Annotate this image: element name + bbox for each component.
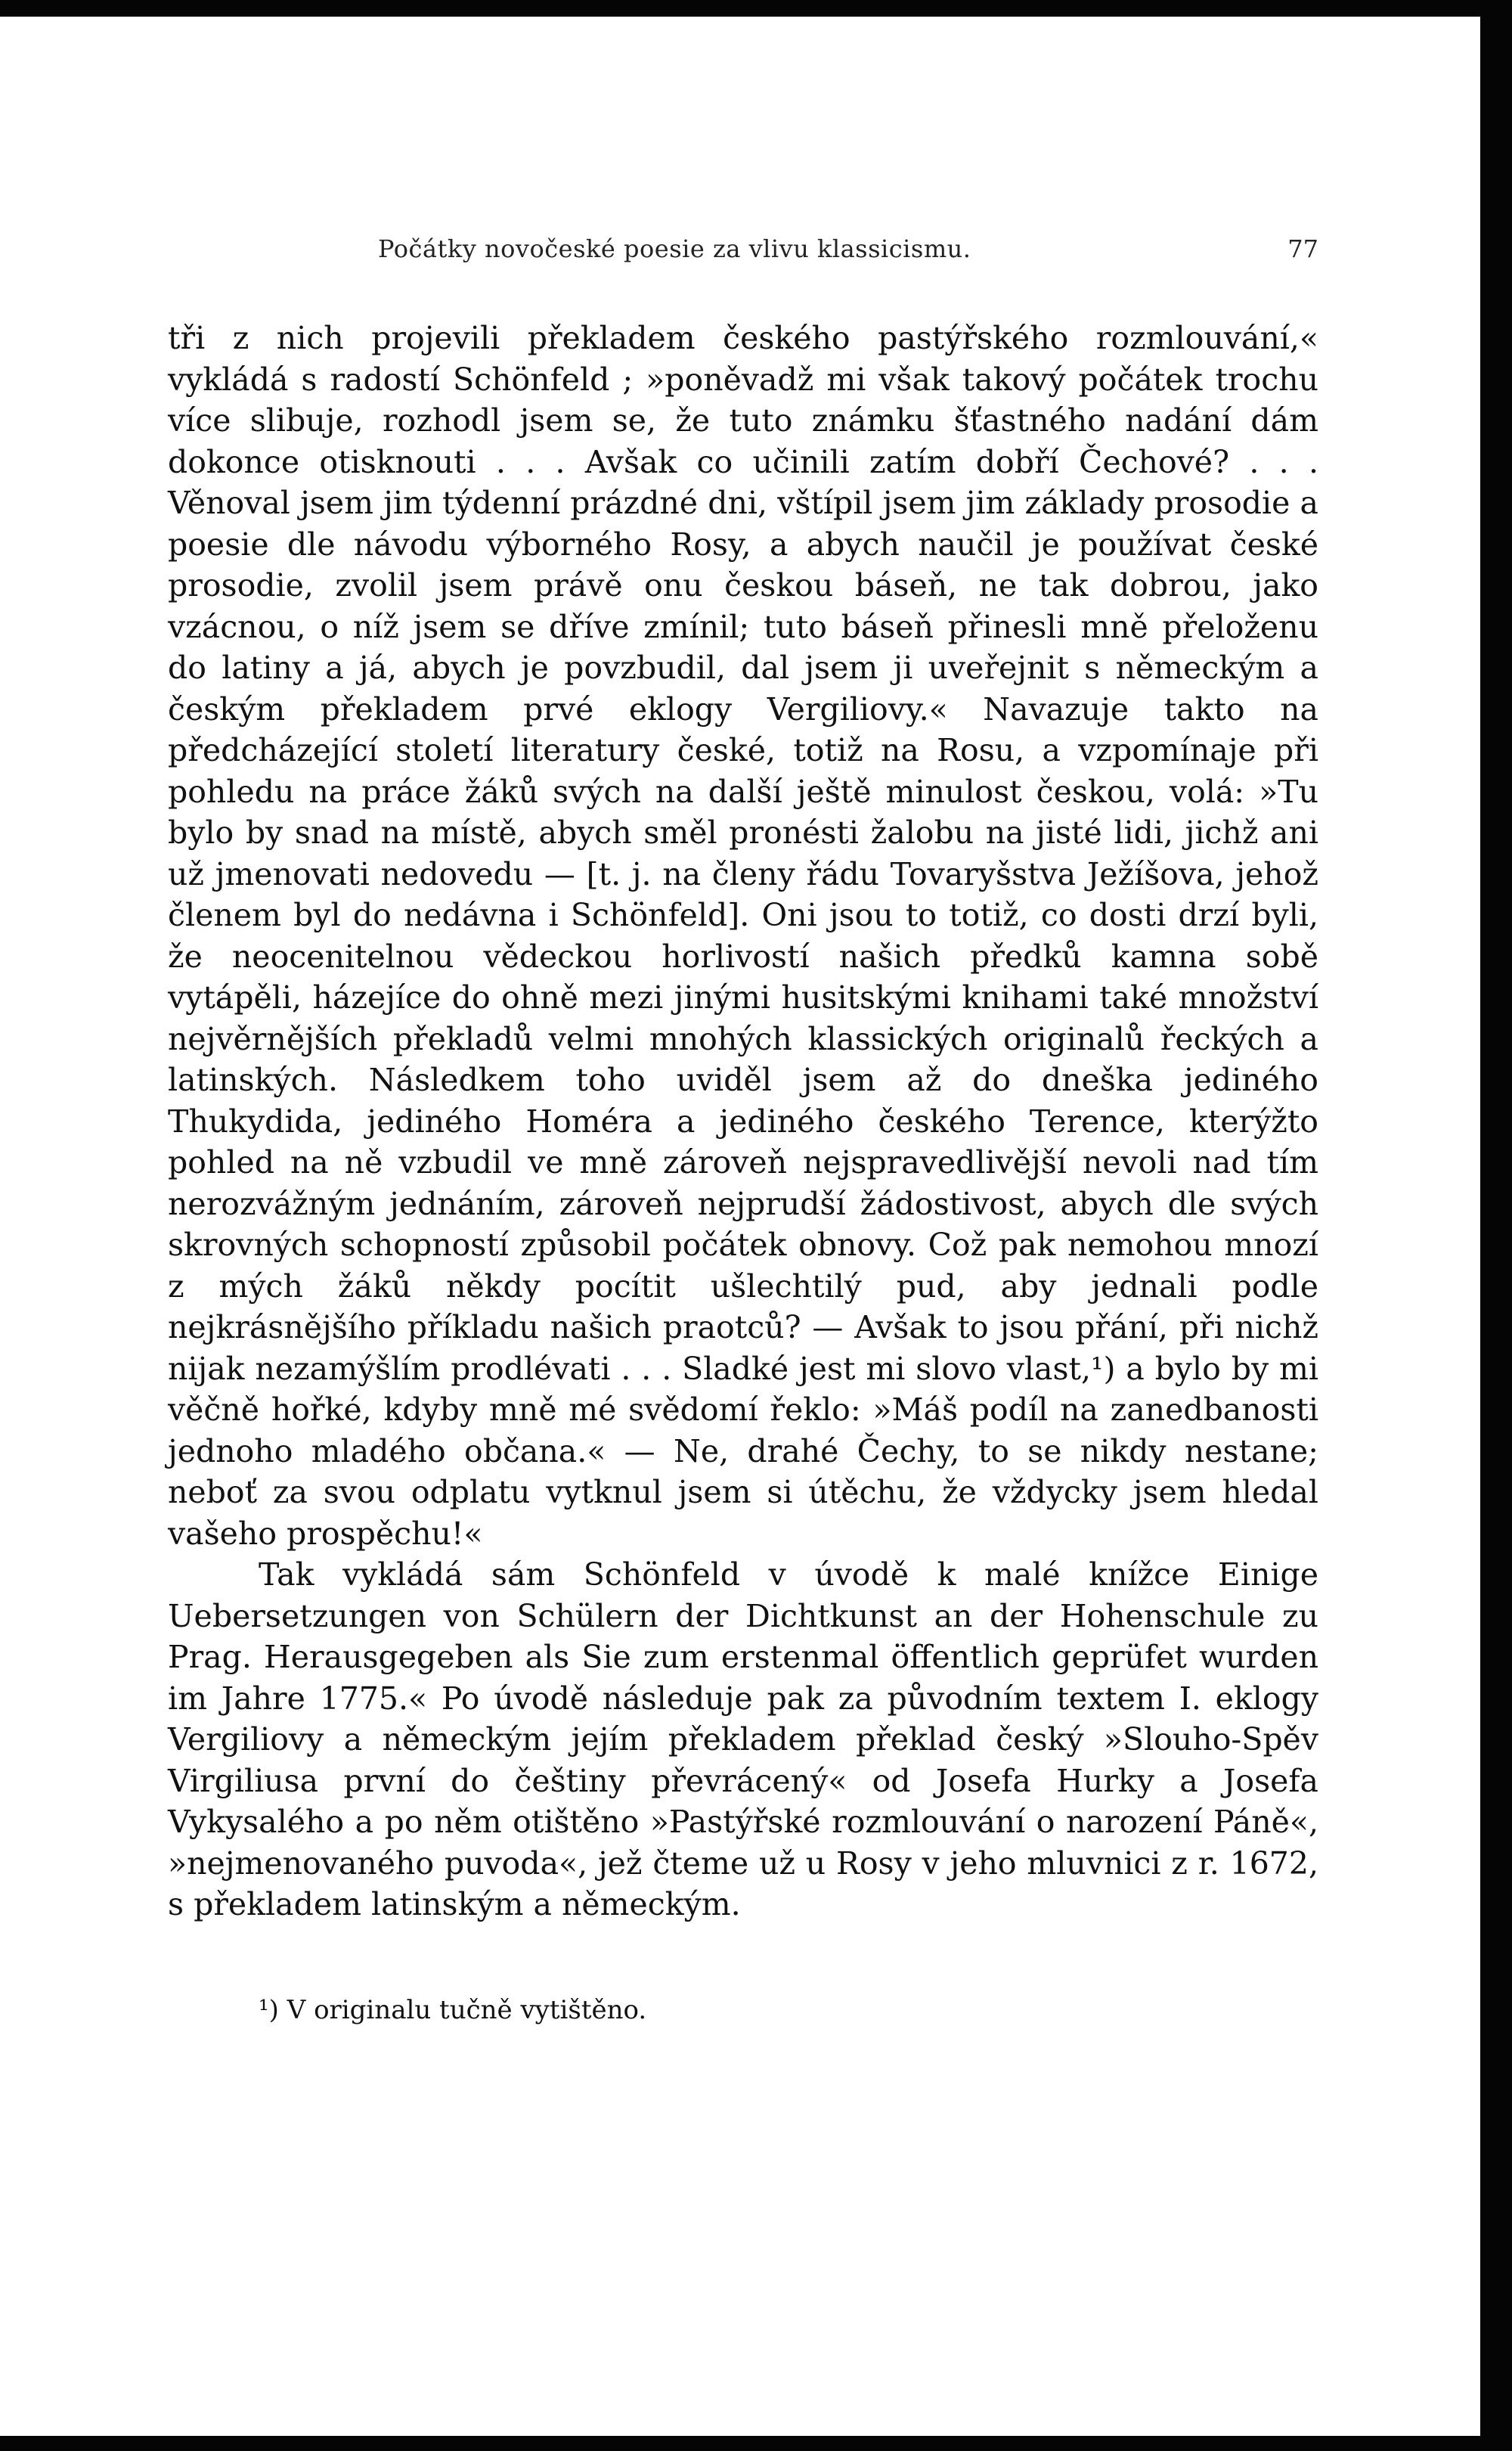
scan-border-bottom	[0, 2436, 1512, 2451]
running-header	[168, 227, 1318, 272]
page-number: 77	[1287, 234, 1318, 263]
book-page	[168, 227, 1318, 2027]
paragraph-1: tři z nich projevili překladem českého pastýřského rozmlouvání,« vykládá s radostí Schönfeld ; »poněvadž mi však takový počátek trochu více slibuje, rozhodl jsem se, že tuto známku šťastného nadání dám dokonce otisknouti . . . Avšak co učinili zatím dobří Čechové? . . . Věnoval jsem jim týdenní prázdné dni, vštípil jsem jim základy prosodie a poesie dle návodu výborného Rosy, a abych naučil je používat české prosodie, zvolil jsem právě onu českou báseň, ne tak dobrou, jako vzácnou, o níž jsem se dříve zmínil; tuto báseň přinesli mně přeloženu do latiny a já, abych je povzbudil, dal jsem ji uveřejnit s německým a českým překladem prvé eklogy Vergiliovy.« Navazuje takto na předcházející století literatury české, totiž na Rosu, a vzpomínaje při pohledu na práce žáků svých na další ještě minulost českou, volá: »Tu bylo by snad na místě, abych směl pronésti žalobu na jisté lidi, jichž ani už jmenovati nedovedu — [t. j. na členy řádu Tovaryšstva Ježíšova, jehož členem byl do nedávna i Schönfeld]. Oni jsou to totiž, co dosti drzí byli, že neocenitelnou vědeckou horlivostí našich předků kamna sobě vytápěli, házejíce do ohně mezi jinými husitskými knihami také množství nejvěrnějších překladů velmi mnohých klassických originalů řeckých a latinských. Následkem toho uviděl jsem až do dneška jediného Thukydida, jediného Homéra a jediného českého Terence, kterýžto pohled na ně vzbudil ve mně zároveň nejspravedlivější nevoli nad tím nerozvážným jednáním, zároveň nejprudší žádostivost, abych dle svých skrovných schopností způsobil počátek obnovy. Což pak nemohou mnozí z mých žáků někdy pocítit ušlechtilý pud, aby jednali podle nejkrásnějšího příkladu našich praotců? — Avšak to jsou přání, při nichž nijak nezamýšlím prodlévati . . . Sladké jest mi slovo vlast,¹) a bylo by mi věčně hořké, kdyby mně mé svědomí řeklo: »Máš podíl na zanedbanosti jednoho mladého občana.« — Ne, drahé Čechy, to se nikdy nestane; neboť za svou odplatu vytknul jsem si útěchu, že vždycky jsem hledal vašeho prospěchu!«	[168, 320, 1318, 1552]
paragraph-2: Tak vykládá sám Schönfeld v úvodě k malé knížce Einige Uebersetzungen von Schülern der Dichtkunst an der Hohenschule zu Prag. Herausgegeben als Sie zum erstenmal öffentlich geprüfet wurden im Jahre 1775.« Po úvodě následuje pak za původním textem I. eklogy Vergiliovy a německým jejím překladem překlad český »Slouho-Spěv Virgiliusa první do češtiny převrácený« od Josefa Hurky a Josefa Vykysalého a po něm otištěno »Pastýřské rozmlouvání o narození Páně«, »nejmenovaného puvoda«, jež čteme už u Rosy v jeho mluvnici z r. 1672, s překladem latinským a německým.	[168, 1556, 1318, 1922]
body-text	[168, 318, 1318, 1925]
running-title: Počátky novočeské poesie za vlivu klassicismu.	[378, 234, 971, 263]
footnote: ¹) V originalu tučně vytištěno.	[259, 1994, 647, 2025]
scan-border-right	[1480, 0, 1512, 2451]
scan-border-top	[0, 0, 1512, 17]
